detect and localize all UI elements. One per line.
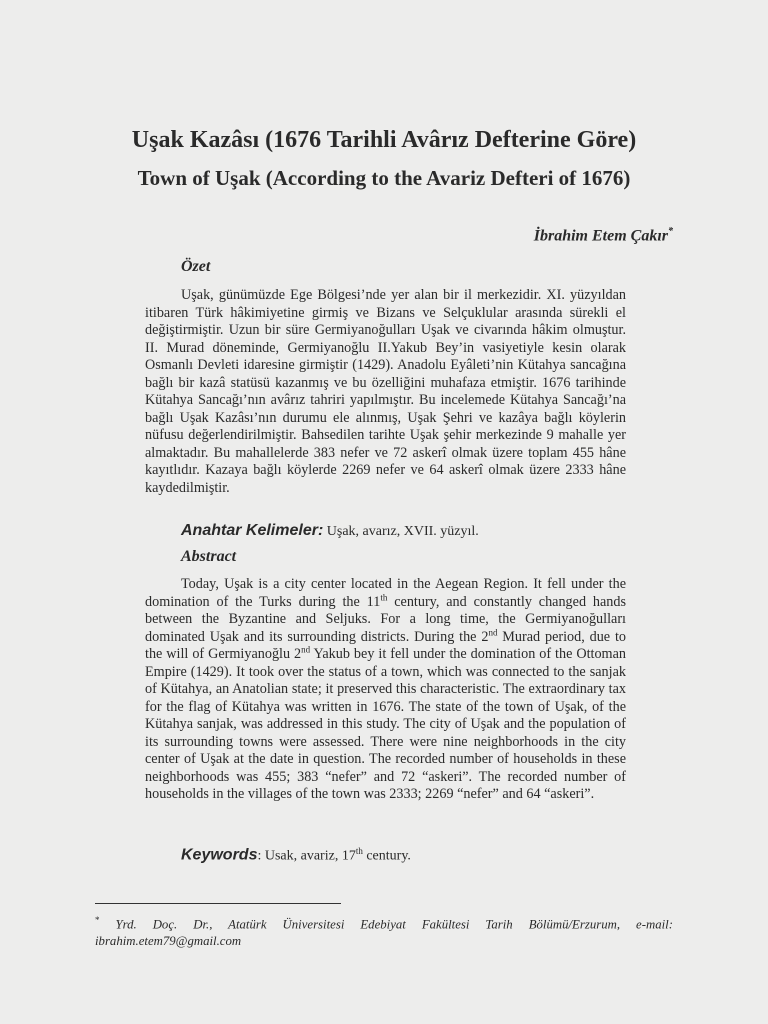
ozet-text: Uşak, günümüzde Ege Bölgesi’nde yer alan bir il merkezidir. XI. yüzyıldan itibaren Türk hâkimiyetine girmiş ve Bizans ve Selçuklular arasında sürekli el değiştirmiştir. Uzun bir süre Germiyanoğulları Uşak ve civarında hâkim olmuştur. II. Murad döneminde, Germiyanoğlu II.Yakub Bey’in vasiyetiyle kesin olarak Osmanlı Devleti idaresine girmiştir (1429). Anadolu Eyâleti’nin Kütahya sancağına bağlı bir kazâ statüsü kazanmış ve bu özelliğini muhafaza etmiştir. 1676 tarihinde Kütahya Sancağı’nın avârız tahriri yapılmıştır. Bu incelemede Kütahya Sancağı’na bağlı Uşak Kazâsı’nın durumu ele alınmış, Uşak Şehri ve kazâya bağlı köylerin nüfusu değerlendirilmiştir. Bahsedilen tarihte Uşak şehir merkezinde 9 mahalle yer almaktadır. Bu mahallelerde 383 nefer ve 72 askerî olmak üzere toplam 455 hâne kayıtlıdır. Kazaya bağlı köylerde 2269 nefer ve 64 askerî olmak üzere 2333 hâne kaydedilmiştir. [145, 287, 626, 496]
footnote [95, 912, 673, 950]
abstract-sup-1: th [380, 591, 388, 602]
keywords-en [181, 846, 411, 865]
keywords-en-text-b: century. [362, 848, 411, 864]
author-name [534, 226, 673, 245]
abstract-part-3: Murad period, due to the will of Germiyanoğlu 2 [145, 628, 626, 662]
ozet-heading: Özet [181, 258, 211, 275]
footnote-divider [95, 903, 341, 904]
author-footnote-mark: * [668, 226, 673, 237]
abstract-part-1: Today, Uşak is a city center located in the Aegean Region. It fell under the domination of the Turks during the 11 [145, 576, 626, 610]
keywords-tr [181, 522, 479, 540]
footnote-text: Yrd. Doç. Dr., Atatürk Üniversitesi Edebiyat Fakültesi Tarih Bölümü/Erzurum, e-mail: ibrahim.etem79@gmail.com [95, 917, 673, 949]
abstract-sup-2: nd [488, 626, 498, 637]
abstract-text [145, 576, 626, 804]
abstract-part-4: Yakub bey it fell under the domination of the Ottoman Empire (1429). It took over the status of a town, which was connected to the sanjak of Kütahya, an Anatolian state; it preserved this characteristic. The extraordinary tax for the flag of Kütahya was written in 1676. The state of the town of Uşak, of the Kütahya sanjak, was addressed in this study. The city of Uşak and the population of its surrounding towns were assessed. There were nine neighborhoods in the city center of Uşak at the date in question. The recorded number of households in these neighborhoods was 455; 383 “nefer” and 72 “askeri”. The recorded number of households in the villages of the town was 2333; 2269 “nefer” and 64 “askeri”. [145, 646, 626, 802]
author-name-text: İbrahim Etem Çakır [533, 227, 668, 245]
keywords-en-sup: th [355, 846, 363, 856]
keywords-en-colon: : [257, 848, 262, 864]
paper-subtitle: Town of Uşak (According to the Avariz Defteri of 1676) [137, 166, 631, 190]
paper-title: Uşak Kazâsı (1676 Tarihli Avârız Defterine Göre) [131, 127, 637, 153]
abstract-part-2: century, and constantly changed hands between the Byzantine and Seljuks. For a long time, the Germiyanoğulları dominated Uşak and its surrounding districts. During the 2 [145, 593, 627, 645]
keywords-en-text-a: Usak, avariz, 17 [261, 848, 356, 864]
footnote-mark: * [95, 915, 100, 925]
abstract-heading: Abstract [181, 548, 237, 565]
keywords-tr-text: Uşak, avarız, XVII. yüzyıl. [323, 524, 479, 539]
keywords-tr-label: Anahtar Kelimeler: [181, 522, 324, 539]
abstract-sup-3: nd [301, 644, 311, 655]
keywords-en-label: Keywords [181, 846, 258, 864]
